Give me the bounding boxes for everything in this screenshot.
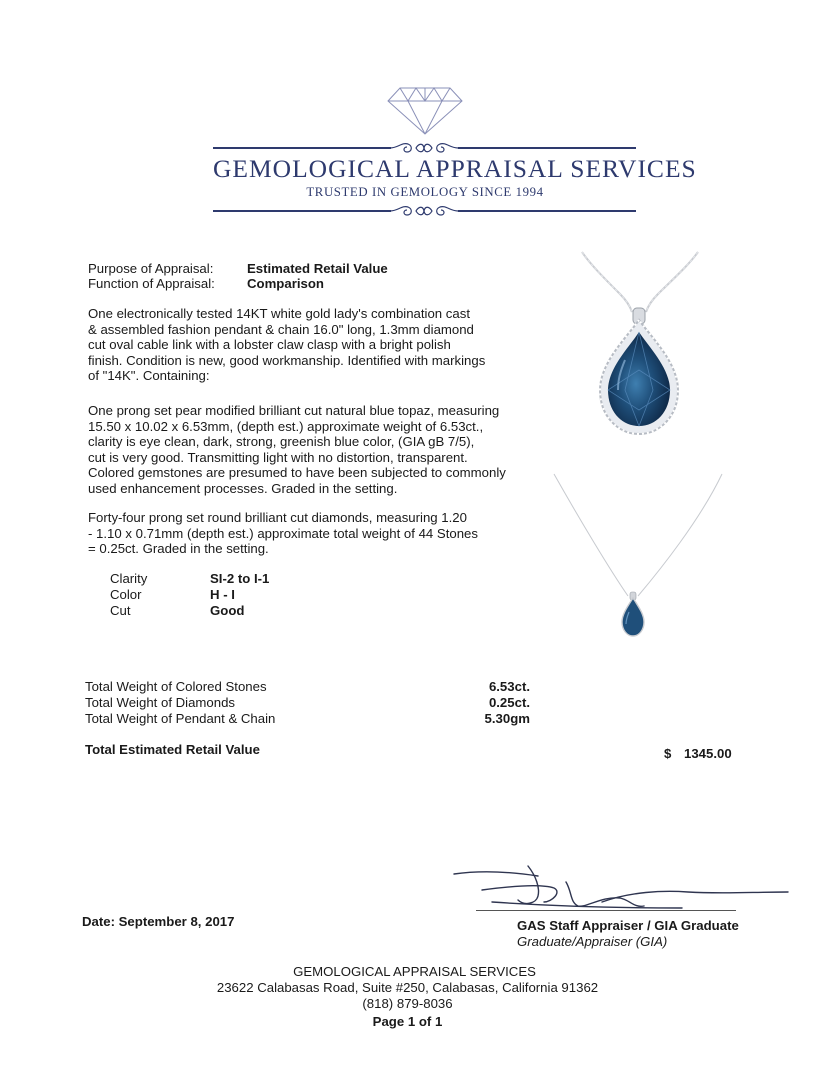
description-line: One electronically tested 14KT white gold lady's combination cast (88, 306, 470, 321)
header-rule-top-left (213, 147, 391, 149)
appraiser-title: GAS Staff Appraiser / GIA Graduate (517, 918, 739, 933)
purpose-value: Estimated Retail Value (247, 261, 388, 276)
diamonds-line: - 1.10 x 0.71mm (depth est.) approximate total weight of 44 Stones (88, 525, 478, 541)
retail-value-label: Total Estimated Retail Value (85, 742, 260, 757)
topaz-line: 15.50 x 10.02 x 6.53mm, (depth est.) approximate weight of 6.53ct., (88, 418, 484, 434)
retail-currency: $ (664, 746, 672, 761)
retail-amount: 1345.00 (684, 746, 732, 761)
purpose-label: Purpose of Appraisal: (88, 261, 214, 276)
page-number: Page 1 of 1 (372, 1014, 443, 1029)
company-name: GEMOLOGICAL APPRAISAL SERVICES (213, 154, 697, 183)
total-colored-label: Total Weight of Colored Stones (85, 679, 267, 694)
appraisal-date: Date: September 8, 2017 (82, 914, 235, 929)
diamond-icon (386, 86, 464, 136)
diamonds-description (88, 510, 478, 557)
grade-label-clarity: Clarity (110, 571, 148, 586)
signature-line (476, 910, 736, 911)
header-rule-bottom-left (213, 210, 391, 212)
footer-address: 23622 Calabasas Road, Suite #250, Calabasas, California 91362 (216, 980, 599, 995)
pendant-closeup-image (570, 250, 710, 440)
total-diamonds-value: 0.25ct. (488, 695, 530, 710)
description-line: & assembled fashion pendant & chain 16.0" long, 1.3mm diamond (88, 321, 474, 337)
description-line: cut oval cable link with a lobster claw clasp with a bright polish (88, 337, 451, 353)
diamonds-line: = 0.25ct. Graded in the setting. (88, 541, 269, 557)
item-description (88, 306, 485, 384)
total-pendant-label: Total Weight of Pendant & Chain (85, 711, 276, 726)
appraiser-signature (452, 862, 792, 920)
company-tagline: TRUSTED IN GEMOLOGY SINCE 1994 (306, 185, 544, 199)
necklace-image (550, 470, 730, 650)
topaz-line: cut is very good. Transmitting light with no distortion, transparent. (88, 449, 468, 465)
grade-value-clarity: SI-2 to I-1 (210, 571, 270, 586)
ornament-icon (388, 202, 460, 220)
total-diamonds-label: Total Weight of Diamonds (85, 695, 236, 710)
diamonds-line: Forty-four prong set round brilliant cut diamonds, measuring 1.20 (88, 510, 467, 525)
function-value: Comparison (247, 276, 324, 291)
topaz-line: Colored gemstones are presumed to have been subjected to commonly (88, 465, 506, 481)
total-pendant-value: 5.30gm (484, 711, 530, 726)
footer-phone: (818) 879-8036 (362, 996, 453, 1011)
grade-label-cut: Cut (110, 603, 131, 618)
header-rule-bottom-right (458, 210, 636, 212)
topaz-line: One prong set pear modified brilliant cut natural blue topaz, measuring (88, 403, 500, 418)
function-label: Function of Appraisal: (88, 276, 215, 291)
footer-company: GEMOLOGICAL APPRAISAL SERVICES (293, 964, 536, 979)
description-line: finish. Condition is new, good workmanship. Identified with markings (88, 352, 486, 368)
grade-label-color: Color (110, 587, 142, 602)
topaz-description (88, 403, 506, 497)
description-line: of "14K". Containing: (88, 368, 210, 384)
grade-value-cut: Good (210, 603, 245, 618)
grade-value-color: H - I (210, 587, 235, 602)
header-rule-top-right (458, 147, 636, 149)
total-colored-value: 6.53ct. (488, 679, 530, 694)
topaz-line: used enhancement processes. Graded in the setting. (88, 480, 398, 496)
appraiser-subtitle: Graduate/Appraiser (GIA) (517, 934, 668, 949)
topaz-line: clarity is eye clean, dark, strong, greenish blue color, (GIA gB 7/5), (88, 434, 475, 450)
